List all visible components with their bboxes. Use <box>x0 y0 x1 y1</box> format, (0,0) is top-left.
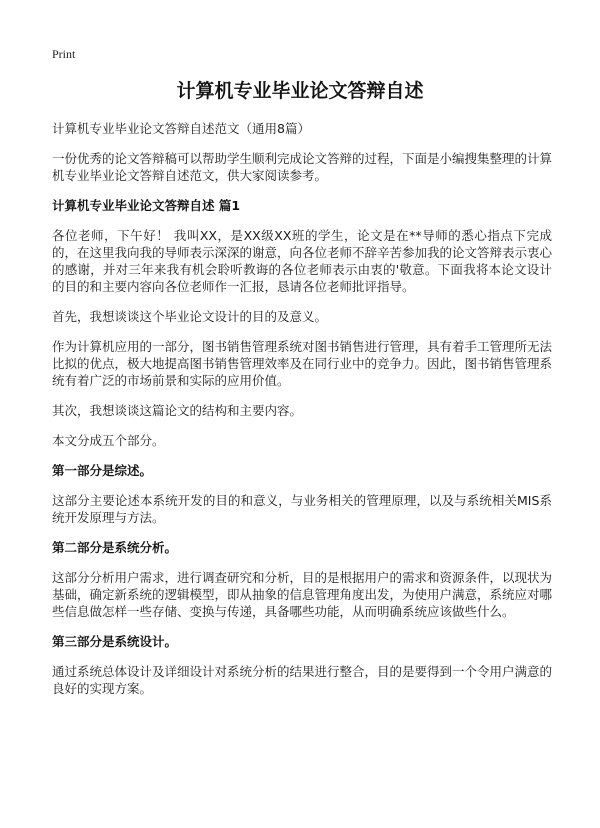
part1-heading: 第一部分是综述。 <box>52 463 153 478</box>
second-point-paragraph: 其次，我想谈谈这篇论文的结构和主要内容。 <box>52 403 303 418</box>
page-title: 计算机专业毕业论文答辩自述 <box>176 80 424 102</box>
section-heading: 计算机专业毕业论文答辩自述 篇1 <box>52 198 241 213</box>
purpose-paragraph: 作为计算机应用的一部分，图书销售管理系统对图书销售进行管理，具有着手工管理所无法比拟的优点，极大地提高图书销售管理效率及在同行业中的竞争力。因此，图书销售管理系统有着广泛的市场前景和实际的应用价值。 <box>52 339 553 388</box>
subtitle: 计算机专业毕业论文答辩自述范文（通用8篇） <box>52 121 310 136</box>
part1-paragraph: 这部分主要论述本系统开发的目的和意义，与业务相关的管理原理，以及与系统相关MIS系统开发原理与方法。 <box>52 493 552 525</box>
part3-heading: 第三部分是系统设计。 <box>52 634 178 649</box>
intro-paragraph: 一份优秀的论文答辩稿可以帮助学生顺利完成论文答辩的过程，下面是小编搜集整理的计算机专业毕业论文答辩自述范文，供大家阅读参考。 <box>52 151 553 183</box>
print-link[interactable]: Print <box>52 47 76 61</box>
first-point-paragraph: 首先，我想谈谈这个毕业论文设计的目的及意义。 <box>52 309 328 324</box>
part2-paragraph: 这部分分析用户需求，进行调查研究和分析，目的是根据用户的需求和资源条件，以现状为基础，确定新系统的逻辑模型，即从抽象的信息管理角度出发，为使用户满意，系统应对哪些信息做怎样一些存储、变换与传递，具备哪些功能，从而明确系统应该做些什么。 <box>52 570 553 619</box>
five-parts-paragraph: 本文分成五个部分。 <box>52 433 165 448</box>
document-body <box>52 120 552 697</box>
part3-paragraph: 通过系统总体设计及详细设计对系统分析的结果进行整合，目的是要得到一个令用户满意的良好的实现方案。 <box>52 664 553 696</box>
part2-heading: 第二部分是系统分析。 <box>52 540 178 555</box>
greeting-paragraph: 各位老师，下午好！ 我叫XX，是XX级XX班的学生，论文是在**导师的悉心指点下完成的，在这里我向我的导师表示深深的谢意，向各位老师不辞辛苦参加我的论文答辩表示衷心的感谢，并对三年来我有机会聆听教诲的各位老师表示由衷的'敬意。下面我将本论文设计的目的和主要内容向各位老师作一汇报，恳请各位老师批评指导。 <box>52 228 553 294</box>
